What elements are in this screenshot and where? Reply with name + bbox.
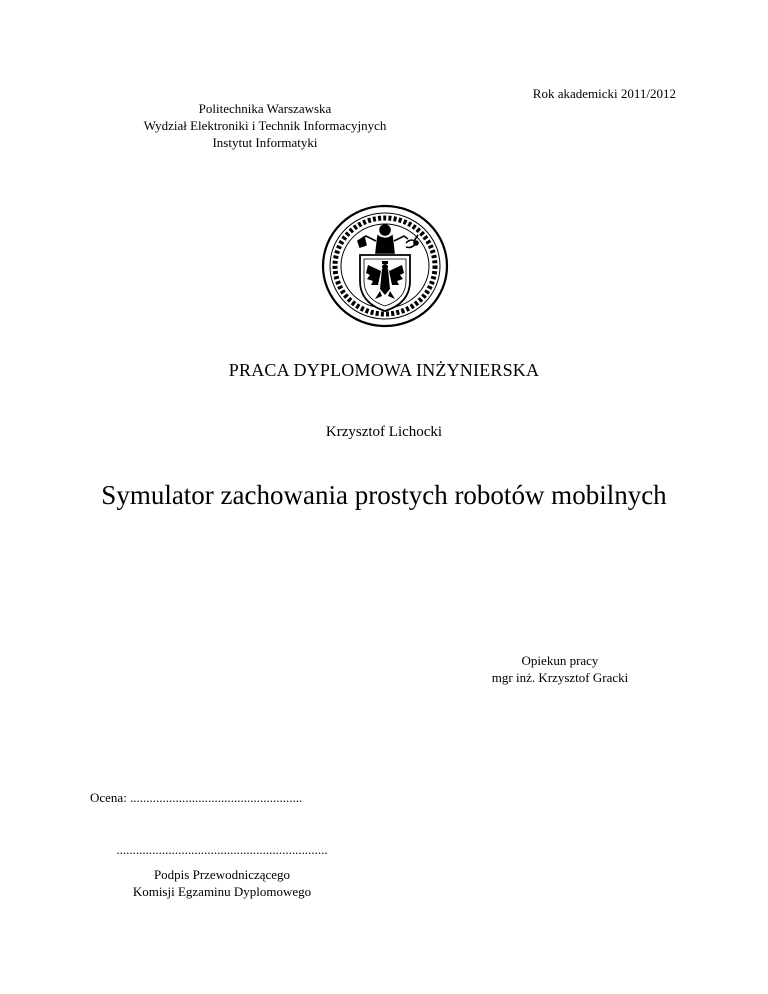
author-name: Krzysztof Lichocki [325,424,443,440]
signature-caption-line2: Komisji Egzaminu Dyplomowego [132,884,312,899]
university-seal-icon [320,203,450,329]
thesis-title: Symulator zachowania prostych robotów mobilnych [101,480,667,510]
signature-caption-line1: Podpis Przewodniczącego [153,867,291,882]
supervisor-block [430,652,690,686]
institute-name: Instytut Informatyki [212,135,318,150]
supervisor-label: Opiekun pracy [521,653,599,668]
academic-year: Rok akademicki 2011/2012 [532,86,676,101]
institution-block [100,100,430,151]
faculty-name: Wydział Elektroniki i Technik Informacyjnych [143,118,387,133]
grade-field: Ocena: ..................................................... [90,790,303,805]
supervisor-name: mgr inż. Krzysztof Gracki [491,670,629,685]
signature-caption [92,866,352,900]
university-name: Politechnika Warszawska [198,101,332,116]
signature-line: ................................................................. [116,842,328,857]
thesis-type: PRACA DYPLOMOWA INŻYNIERSKA [228,360,540,380]
